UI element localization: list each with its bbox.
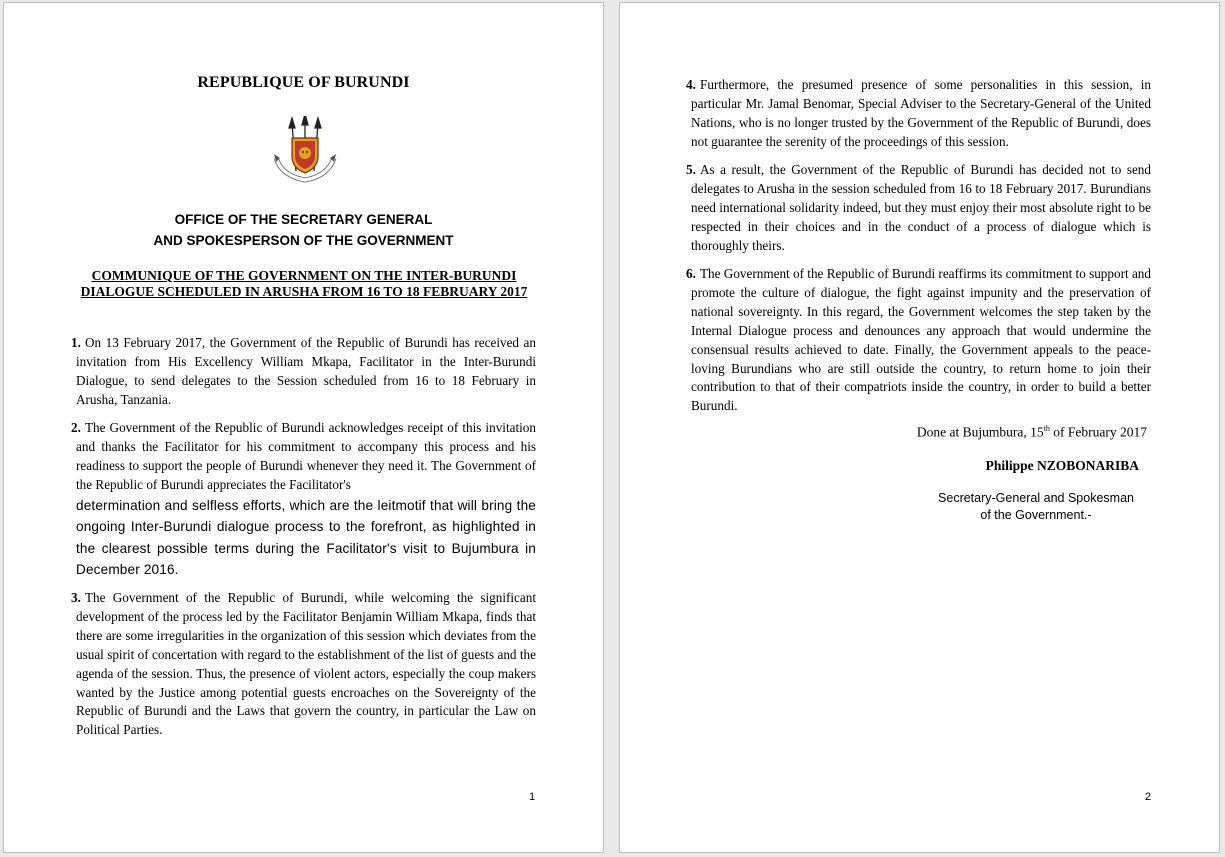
- done-at-ordinal: th: [1043, 424, 1050, 433]
- paragraph-text: As a result, the Government of the Republic of Burundi has decided not to send delegates to Arusha in the session scheduled from 16 to 18 February 2017. Burundians need international solidarity indeed, but they must enjoy their most absolute right to be respected in their choices and in the conduct of a process of dialogue which is thoroughly theirs.: [691, 162, 1151, 253]
- paragraph-text: The Government of the Republic of Burundi, while welcoming the significant development of the process led by the Facilitator Benjamin William Mkapa, finds that there are some irregularities in the organization of this session which deviates from the usual spirit of concertation with regard to the establishment of the list of guests and the agenda of the session. Thus, the presence of violent actors, especially the coup makers wanted by the Justice among potential guests encroaches on the Sovereignty of the Republic of Burundi and the Laws that govern the country, in particular the Law on Political Parties.: [76, 590, 536, 738]
- communique-heading-line2: DIALOGUE SCHEDULED IN ARUSHA FROM 16 TO 18 FEBRUARY 2017: [80, 284, 528, 299]
- paragraph-2: [71, 419, 536, 581]
- paragraph-6: [686, 265, 1151, 416]
- office-heading-line2: AND SPOKESPERSON OF THE GOVERNMENT: [153, 233, 454, 248]
- paragraph-number: 2.: [71, 420, 81, 435]
- office-heading: [4, 209, 603, 251]
- paragraph-4: [686, 76, 1151, 152]
- paragraph-1: [71, 334, 536, 410]
- paragraph-number: 6.: [686, 266, 696, 281]
- document-title: REPUBLIQUE OF BURUNDI: [197, 74, 410, 91]
- signatory-name: Philippe NZOBONARIBA: [985, 458, 1139, 473]
- paragraph-text: Furthermore, the presumed presence of some personalities in this session, in particular Mr. Jamal Benomar, Special Adviser to the Secretary-General of the United Nations, who is no longer trusted by the Government of the Republic of Burundi, does not guarantee the serenity of the proceedings of this session.: [691, 77, 1151, 149]
- done-at-prefix: Done at Bujumbura, 15: [916, 424, 1044, 440]
- paragraph-number: 1.: [71, 335, 81, 350]
- signatory-title-line2: of the Government.-: [980, 508, 1092, 522]
- communique-heading: [64, 268, 544, 300]
- paragraph-number: 5.: [686, 162, 696, 177]
- signatory-title: [930, 490, 1142, 524]
- coat-of-arms-emblem: [272, 116, 338, 190]
- page-number: 1: [529, 791, 536, 803]
- paragraph-number: 4.: [686, 77, 696, 92]
- document-page-1: [3, 2, 604, 853]
- paragraph-text: On 13 February 2017, the Government of the Republic of Burundi has received an invitation from His Excellency William Mkapa, Facilitator in the Inter-Burundi Dialogue, to send delegates to the Session scheduled from 16 to 18 February in Arusha, Tanzania.: [76, 335, 536, 407]
- communique-heading-line1: COMMUNIQUE OF THE GOVERNMENT ON THE INTER-BURUNDI: [91, 268, 517, 283]
- done-at-line: [820, 424, 1147, 441]
- paragraph-text: The Government of the Republic of Burundi reaffirms its commitment to support and promote the culture of dialogue, the fight against impunity and the preservation of national sovereignty. In this regard, the Government welcomes the step taken by the Internal Dialogue process and denounces any approach that would undermine the consensual results achieved to date. Finally, the Government appeals to the peace-loving Burundians who are still outside the country, to return home to join their contribution to that of their compatriots inside the country, in order to build a better Burundi.: [691, 266, 1151, 414]
- done-at-suffix: of February 2017: [1049, 424, 1147, 440]
- document-page-2: [619, 2, 1220, 853]
- office-heading-line1: OFFICE OF THE SECRETARY GENERAL: [174, 212, 433, 227]
- paragraph-text: The Government of the Republic of Burundi acknowledges receipt of this invitation and thanks the Facilitator for his commitment to accompany this process and his readiness to support the people of Burundi whenever they need it. The Government of the Republic of Burundi appreciates the Facilitator's: [76, 420, 536, 492]
- paragraph-number: 3.: [71, 590, 81, 605]
- page-number: 2: [1145, 791, 1152, 803]
- paragraph-text-continuation: determination and selfless efforts, which are the leitmotif that will bring the ongoing Inter-Burundi dialogue process to the forefront, as highlighted in the clearest possible terms during the Facilitator's visit to Bujumbura in December 2016.: [76, 497, 536, 578]
- signatory-title-line1: Secretary-General and Spokesman: [938, 491, 1134, 505]
- paragraph-5: [686, 161, 1151, 256]
- paragraph-3: [71, 589, 536, 740]
